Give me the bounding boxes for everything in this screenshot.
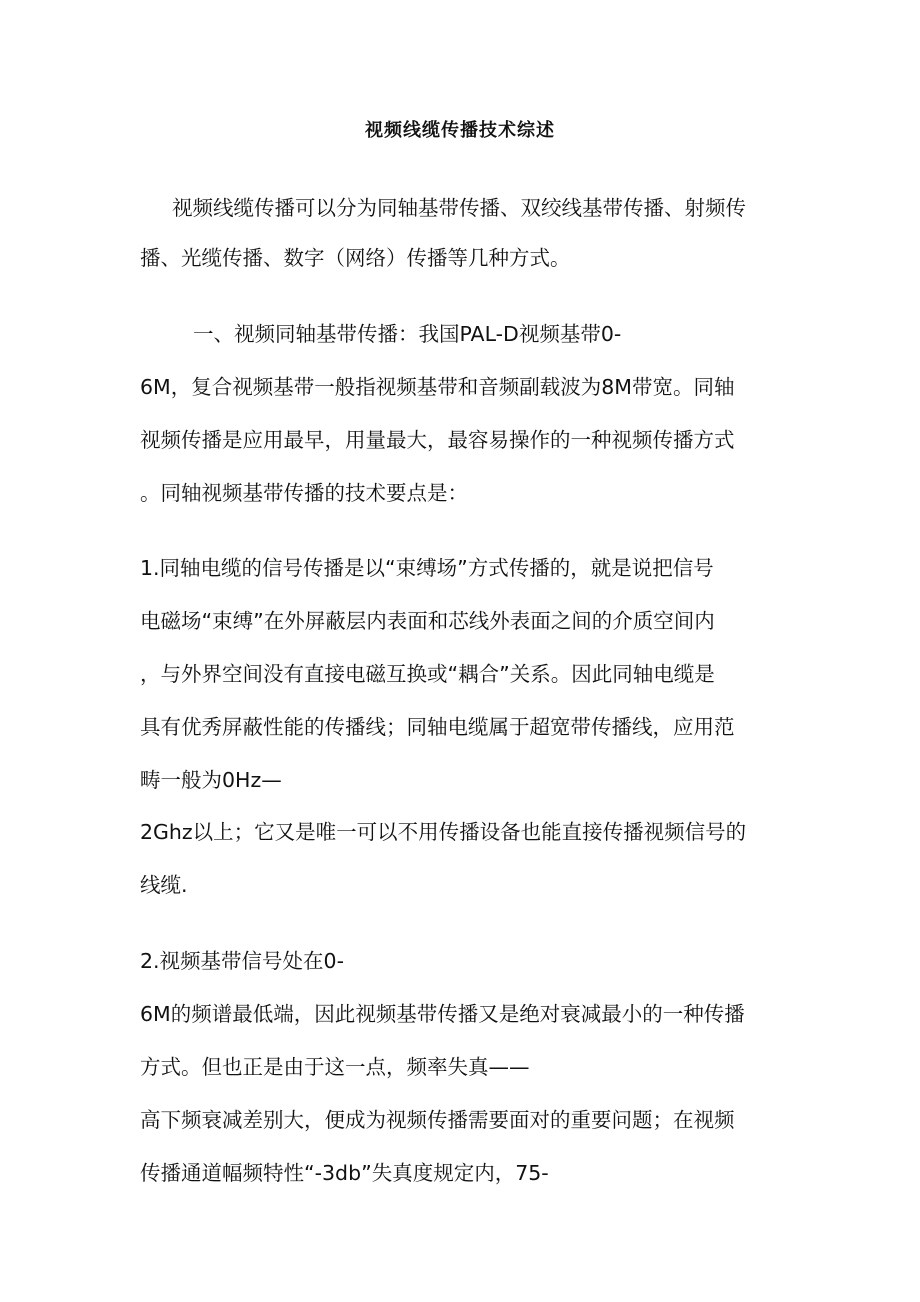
paragraph-line: 。同轴视频基带传播的技术要点是： bbox=[140, 481, 468, 505]
paragraph-line: 6M的频谱最低端，因此视频基带传播又是绝对衰减最小的一种传播 bbox=[140, 1002, 745, 1026]
paragraph-line: 传播通道幅频特性“-3db”失真度规定内，75- bbox=[140, 1161, 549, 1185]
paragraph-line: 畴一般为0Hz— bbox=[140, 768, 282, 792]
paragraph-line: 一、视频同轴基带传播：我国PAL-D视频基带0- bbox=[193, 322, 622, 346]
paragraph-line: 1.同轴电缆的信号传播是以“束缚场”方式传播的，就是说把信号 bbox=[140, 556, 714, 580]
paragraph-line: 视频传播是应用最早，用量最大，最容易操作的一种视频传播方式 bbox=[140, 428, 735, 452]
paragraph-line: ，与外界空间没有直接电磁互换或“耦合”关系。因此同轴电缆是 bbox=[140, 662, 715, 686]
paragraph-line: 电磁场“束缚”在外屏蔽层内表面和芯线外表面之间的介质空间内 bbox=[140, 609, 715, 633]
paragraph-line: 视频线缆传播可以分为同轴基带传播、双绞线基带传播、射频传 bbox=[172, 196, 746, 220]
paragraph-line: 播、光缆传播、数字（网络）传播等几种方式。 bbox=[140, 246, 571, 270]
paragraph-line: 具有优秀屏蔽性能的传播线；同轴电缆属于超宽带传播线，应用范 bbox=[140, 715, 735, 739]
paragraph-line: 6M，复合视频基带一般指视频基带和音频副载波为8M带宽。同轴 bbox=[140, 375, 735, 399]
paragraph-line: 方式。但也正是由于这一点，频率失真—— bbox=[140, 1055, 530, 1079]
paragraph-line: 高下频衰减差别大，便成为视频传播需要面对的重要问题；在视频 bbox=[140, 1108, 735, 1132]
paragraph-line: 2Ghz以上；它又是唯一可以不用传播设备也能直接传播视频信号的 bbox=[140, 820, 747, 844]
paragraph-line: 线缆. bbox=[140, 873, 188, 897]
paragraph-line: 2.视频基带信号处在0- bbox=[140, 949, 344, 973]
document-title: 视频线缆传播技术综述 bbox=[365, 120, 555, 141]
